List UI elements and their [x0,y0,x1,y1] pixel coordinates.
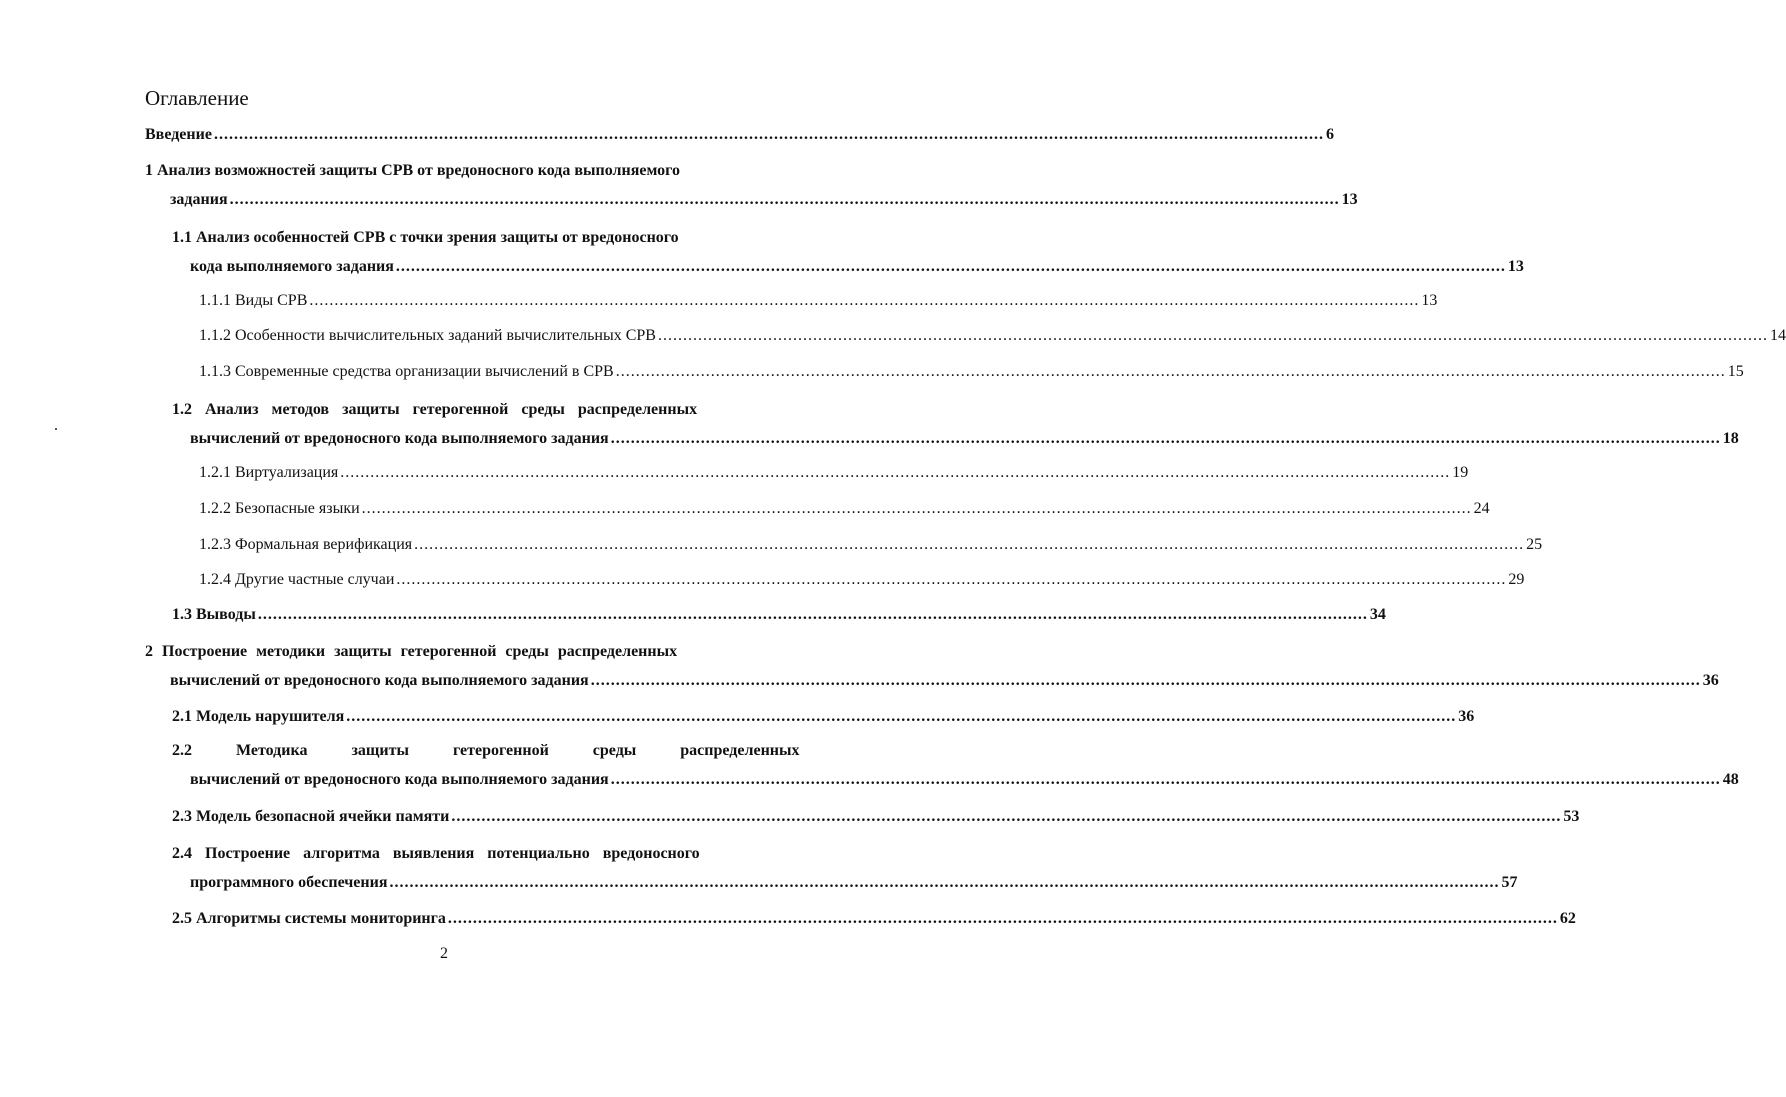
toc-entry-line [172,395,747,424]
toc-entry-text: 1 Анализ возможностей защиты СРВ от вредоносного кода выполняемого [145,162,681,179]
toc-entry-intro[interactable] [145,120,1334,149]
toc-page-number: 19 [1452,464,1469,481]
toc-entry-subsection-1-1-2[interactable] [199,321,1786,350]
toc-entry-text: 2.3 Модель безопасной ячейки памяти [172,808,450,825]
toc-entry-text: кода выполняемого задания [190,258,394,275]
toc-page-number: 62 [1559,910,1576,927]
toc-entry-text: 2.2 Методика защиты гетерогенной среды распределенных [172,742,800,759]
toc-leader-dots: .............................................................................................................................................................................................................................. [389,874,1500,891]
toc-entry-text: 1.2.2 Безопасные языки [199,500,360,517]
toc-entry-text: 1.1.2 Особенности вычислительных заданий вычислительных СРВ [199,327,656,344]
toc-entry-line [172,736,800,765]
scan-speck [55,428,57,430]
toc-leader-dots: .............................................................................................................................................................................................................................. [610,430,1721,447]
page-number: 2 [440,945,448,962]
toc-entry-section-2-2[interactable] [172,736,1739,794]
toc-entry-text: вычислений от вредоносного кода выполняемого задания [190,430,609,447]
toc-entry-line [172,839,747,868]
toc-entry-line [145,637,747,666]
toc-entry-section-2-3[interactable] [172,802,1580,831]
toc-entry-section-2-5[interactable] [172,904,1576,933]
toc-entry-text: 2.1 Модель нарушителя [172,708,345,725]
toc-entry-subsection-1-2-4[interactable] [199,565,1525,594]
toc-page-number: 36 [1702,672,1719,689]
toc-leader-dots: .............................................................................................................................................................................................................................. [451,808,1562,825]
toc-entry-text: 2.5 Алгоритмы системы мониторинга [172,910,446,927]
toc-leader-dots: .............................................................................................................................................................................................................................. [229,191,1340,208]
toc-entry-text: задания [170,191,228,208]
toc-leader-dots: .............................................................................................................................................................................................................................. [396,571,1507,588]
toc-entry-text: вычислений от вредоносного кода выполняемого задания [190,771,609,788]
toc-entry-subsection-1-1-3[interactable] [199,357,1744,386]
toc-page-number: 25 [1526,536,1543,553]
toc-entry-text: 1.2.4 Другие частные случаи [199,571,395,588]
toc-page-number: 34 [1369,606,1386,623]
toc-entry-section-1-2[interactable] [172,395,1739,453]
toc-entry-text: 2.4 Построение алгоритма выявления потенциально вредоносного [172,845,700,862]
toc-page-number: 18 [1722,430,1739,447]
toc-entry-section-2-4[interactable] [172,839,1518,897]
toc-page-number: 13 [1341,191,1358,208]
toc-entry-text: 1.1.3 Современные средства организации вычислений в СРВ [199,363,614,380]
toc-entry-line [190,868,1518,897]
toc-entry-chapter-2[interactable] [145,637,1719,695]
toc-page-number: 15 [1727,363,1744,380]
toc-entry-section-1-1[interactable] [172,223,1524,281]
toc-title: Оглавление [145,86,249,110]
toc-entry-line [172,223,747,252]
toc-entry-text: 1.2.3 Формальная верификация [199,536,413,553]
toc-leader-dots: .............................................................................................................................................................................................................................. [346,708,1457,725]
toc-entry-line [190,424,1739,453]
toc-leader-dots: .............................................................................................................................................................................................................................. [615,363,1726,380]
toc-page-number: 57 [1501,874,1518,891]
toc-entry-text: 2 Построение методики защиты гетерогенной среды распределенных [145,643,678,660]
toc-leader-dots: .............................................................................................................................................................................................................................. [610,771,1721,788]
toc-page-number: 48 [1722,771,1739,788]
toc-leader-dots: .............................................................................................................................................................................................................................. [395,258,1506,275]
toc-page-number: 6 [1325,126,1334,143]
toc-entry-chapter-1[interactable] [145,156,1358,214]
toc-entry-text: 1.1 Анализ особенностей СРВ с точки зрения защиты от вредоносного [172,229,679,246]
toc-leader-dots: .............................................................................................................................................................................................................................. [657,327,1768,344]
toc-entry-line [170,185,1358,214]
toc-entry-subsection-1-2-3[interactable] [199,530,1543,559]
toc-page-number: 53 [1563,808,1580,825]
toc-entry-section-2-1[interactable] [172,702,1475,731]
toc-entry-line [190,252,1524,281]
toc-entry-subsection-1-2-1[interactable] [199,458,1469,487]
toc-page-number: 13 [1421,292,1438,309]
toc-entry-line [145,156,747,185]
toc-entry-text: 1.2 Анализ методов защиты гетерогенной среды распределенных [172,401,698,418]
toc-page-number: 24 [1473,500,1490,517]
toc-entry-text: вычислений от вредоносного кода выполняемого задания [170,672,589,689]
toc-leader-dots: .............................................................................................................................................................................................................................. [447,910,1558,927]
toc-leader-dots: .............................................................................................................................................................................................................................. [590,672,1701,689]
toc-page-number: 29 [1508,571,1525,588]
toc-leader-dots: .............................................................................................................................................................................................................................. [340,464,1451,481]
toc-entry-line [170,666,1719,695]
toc-entry-section-1-3[interactable] [172,600,1386,629]
toc-entry-text: Введение [145,126,212,143]
toc-entry-text: 1.2.1 Виртуализация [199,464,339,481]
toc-entry-text: программного обеспечения [190,874,388,891]
toc-page-number: 36 [1458,708,1475,725]
toc-leader-dots: .............................................................................................................................................................................................................................. [213,126,1324,143]
toc-leader-dots: .............................................................................................................................................................................................................................. [309,292,1420,309]
toc-entry-text: 1.1.1 Виды СРВ [199,292,308,309]
toc-entry-text: 1.3 Выводы [172,606,256,623]
toc-entry-subsection-1-2-2[interactable] [199,494,1490,523]
toc-leader-dots: .............................................................................................................................................................................................................................. [361,500,1472,517]
toc-page-number: 13 [1507,258,1524,275]
toc-leader-dots: .............................................................................................................................................................................................................................. [257,606,1368,623]
toc-entry-line [190,765,1739,794]
toc-leader-dots: .............................................................................................................................................................................................................................. [414,536,1525,553]
toc-entry-subsection-1-1-1[interactable] [199,286,1438,315]
toc-page-number: 14 [1769,327,1786,344]
